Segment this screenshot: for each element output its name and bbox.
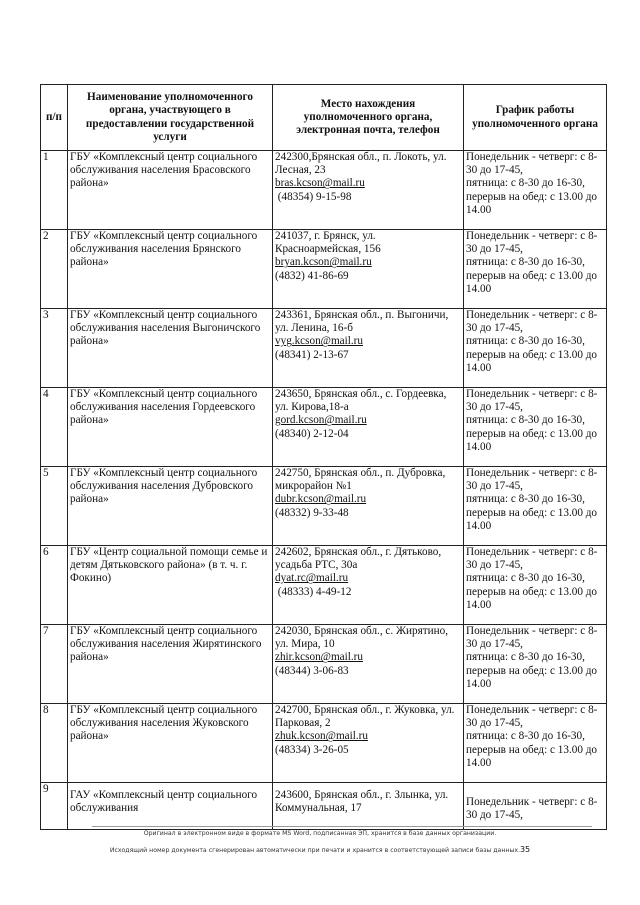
address: 242602, Брянская обл., г. Дятьково, усадьба РТС, 30а (275, 546, 442, 572)
footer-note-original: Оригинал в электронном виде в формате MS Word, подписанная ЭП, хранится в базе данных организации. (143, 830, 497, 837)
email-link[interactable]: zhuk.kcson@mail.ru (275, 730, 368, 743)
authority-schedule (464, 625, 607, 704)
address: 243650, Брянская обл., с. Гордеевка, ул. Кирова,18-а (275, 388, 447, 414)
phone: (48332) 9-33-48 (275, 506, 349, 519)
schedule-line: пятница: с 8-30 до 16-30, (466, 414, 585, 427)
schedule-line: перерыв на обед: с 13.00 до 14.00 (466, 348, 598, 374)
email-link[interactable]: gord.kcson@mail.ru (275, 414, 367, 427)
schedule-line: пятница: с 8-30 до 16-30, (466, 177, 585, 190)
schedule-line: Понедельник - четверг: с 8-30 до 17-45, (466, 230, 598, 256)
authority-schedule (464, 309, 607, 388)
authority-location (273, 704, 464, 783)
row-number: 9 (41, 783, 68, 830)
schedule-line: перерыв на обед: с 13.00 до 14.00 (466, 743, 598, 769)
schedule-line: пятница: с 8-30 до 16-30, (466, 256, 585, 269)
schedule-line: перерыв на обед: с 13.00 до 14.00 (466, 585, 598, 611)
table-row (41, 467, 607, 546)
address: 243361, Брянская обл., п. Выгоничи, ул. Ленина, 16-б (275, 309, 449, 335)
schedule-line: пятница: с 8-30 до 16-30, (466, 730, 585, 743)
phone: (48333) 4-49-12 (275, 585, 352, 598)
phone: (48354) 9-15-98 (275, 190, 352, 203)
authority-schedule (464, 230, 607, 309)
email-link[interactable]: zhir.kcson@mail.ru (275, 651, 363, 664)
address: 243600, Брянская обл., г. Злынка, ул. Коммунальная, 17 (275, 789, 449, 815)
schedule-line: Понедельник - четверг: с 8-30 до 17-45, (466, 625, 598, 651)
table-row (41, 783, 607, 830)
schedule-line: Понедельник - четверг: с 8-30 до 17-45, (466, 546, 598, 572)
page-number: 35 (519, 845, 531, 854)
table-row (41, 309, 607, 388)
table-row (41, 546, 607, 625)
authority-schedule (464, 467, 607, 546)
schedule-line: пятница: с 8-30 до 16-30, (466, 651, 585, 664)
table-row (41, 230, 607, 309)
email-link[interactable]: bryan.kcson@mail.ru (275, 256, 372, 269)
phone: (48334) 3-26-05 (275, 743, 349, 756)
footer-note-number (0, 845, 640, 854)
authority-schedule (464, 151, 607, 230)
authority-schedule (464, 783, 607, 830)
authority-location (273, 467, 464, 546)
table-row (41, 151, 607, 230)
email-link[interactable]: vyg.kcson@mail.ru (275, 335, 363, 348)
authorities-table (40, 84, 607, 830)
row-number: 6 (41, 546, 68, 625)
schedule-line: перерыв на обед: с 13.00 до 14.00 (466, 506, 598, 532)
authority-location (273, 309, 464, 388)
schedule-line: пятница: с 8-30 до 16-30, (466, 335, 585, 348)
footer-divider (92, 826, 592, 827)
authority-location (273, 546, 464, 625)
header-name: Наименование уполномоченного органа, участвующего в предоставлении государственной услуги (68, 85, 273, 151)
authority-location (273, 388, 464, 467)
authority-schedule (464, 388, 607, 467)
phone: (48340) 2-12-04 (275, 427, 349, 440)
address: 242030, Брянская обл., с. Жирятино, ул. Мира, 10 (275, 625, 448, 651)
row-number: 2 (41, 230, 68, 309)
row-number: 8 (41, 704, 68, 783)
authority-name: ГБУ «Центр социальной помощи семье и детям Дятьковского района» (в т. ч. г. Фокино) (68, 546, 273, 625)
address: 242300,Брянская обл., п. Локоть, ул. Лесная, 23 (275, 151, 447, 177)
authority-name: ГБУ «Комплексный центр социального обслуживания населения Жуковского района» (68, 704, 273, 783)
header-schedule: График работы уполномоченного органа (464, 85, 607, 151)
schedule-line: перерыв на обед: с 13.00 до 14.00 (466, 269, 598, 295)
authority-name: ГБУ «Комплексный центр социального обслуживания населения Брасовского района» (68, 151, 273, 230)
authority-schedule (464, 704, 607, 783)
row-number: 7 (41, 625, 68, 704)
authority-name: ГБУ «Комплексный центр социального обслуживания населения Брянского района» (68, 230, 273, 309)
authority-name: ГБУ «Комплексный центр социального обслуживания населения Дубровского района» (68, 467, 273, 546)
schedule-line: Понедельник - четверг: с 8-30 до 17-45, (466, 704, 598, 730)
table-row (41, 388, 607, 467)
authority-location (273, 230, 464, 309)
phone: (48341) 2-13-67 (275, 348, 349, 361)
schedule-line: Понедельник - четверг: с 8-30 до 17-45, (466, 388, 598, 414)
schedule-line: Понедельник - четверг: с 8-30 до 17-45, (466, 467, 598, 493)
schedule-line: пятница: с 8-30 до 16-30, (466, 572, 585, 585)
authority-location (273, 783, 464, 830)
schedule-line: Понедельник - четверг: с 8-30 до 17-45, (466, 309, 598, 335)
email-link[interactable]: dyat.rc@mail.ru (275, 572, 349, 585)
email-link[interactable]: bras.kcson@mail.ru (275, 177, 365, 190)
header-num: п/п (41, 85, 68, 151)
table-row (41, 704, 607, 783)
table-header-row (41, 85, 607, 151)
table-row (41, 625, 607, 704)
row-number: 4 (41, 388, 68, 467)
row-number: 1 (41, 151, 68, 230)
authority-name: ГБУ «Комплексный центр социального обслуживания населения Жирятинского района» (68, 625, 273, 704)
schedule-line: Понедельник - четверг: с 8-30 до 17-45, (466, 796, 598, 822)
address: 242700, Брянская обл., г. Жуковка, ул. Парковая, 2 (275, 704, 455, 730)
authority-name: ГБУ «Комплексный центр социального обслуживания населения Выгоничского района» (68, 309, 273, 388)
row-number: 3 (41, 309, 68, 388)
address: 242750, Брянская обл., п. Дубровка, микрорайон №1 (275, 467, 446, 493)
schedule-line: Понедельник - четверг: с 8-30 до 17-45, (466, 151, 598, 177)
schedule-line: пятница: с 8-30 до 16-30, (466, 493, 585, 506)
authority-name: ГБУ «Комплексный центр социального обслуживания населения Гордеевского района» (68, 388, 273, 467)
schedule-line: перерыв на обед: с 13.00 до 14.00 (466, 190, 598, 216)
email-link[interactable]: dubr.kcson@mail.ru (275, 493, 367, 506)
authority-schedule (464, 546, 607, 625)
phone: (48344) 3-06-83 (275, 664, 349, 677)
schedule-line: перерыв на обед: с 13.00 до 14.00 (466, 664, 598, 690)
footer-note-text: Исходящий номер документа сгенерирован автоматически при печати и хранится в соответствующей записи базы данных. (109, 847, 520, 854)
authority-location (273, 151, 464, 230)
row-number: 5 (41, 467, 68, 546)
authority-name: ГАУ «Комплексный центр социального обслуживания (68, 783, 273, 830)
phone: (4832) 41-86-69 (275, 269, 349, 282)
schedule-line: перерыв на обед: с 13.00 до 14.00 (466, 427, 598, 453)
authority-location (273, 625, 464, 704)
header-location: Место нахождения уполномоченного органа, электронная почта, телефон (273, 85, 464, 151)
address: 241037, г. Брянск, ул. Красноармейская, 156 (275, 230, 381, 256)
